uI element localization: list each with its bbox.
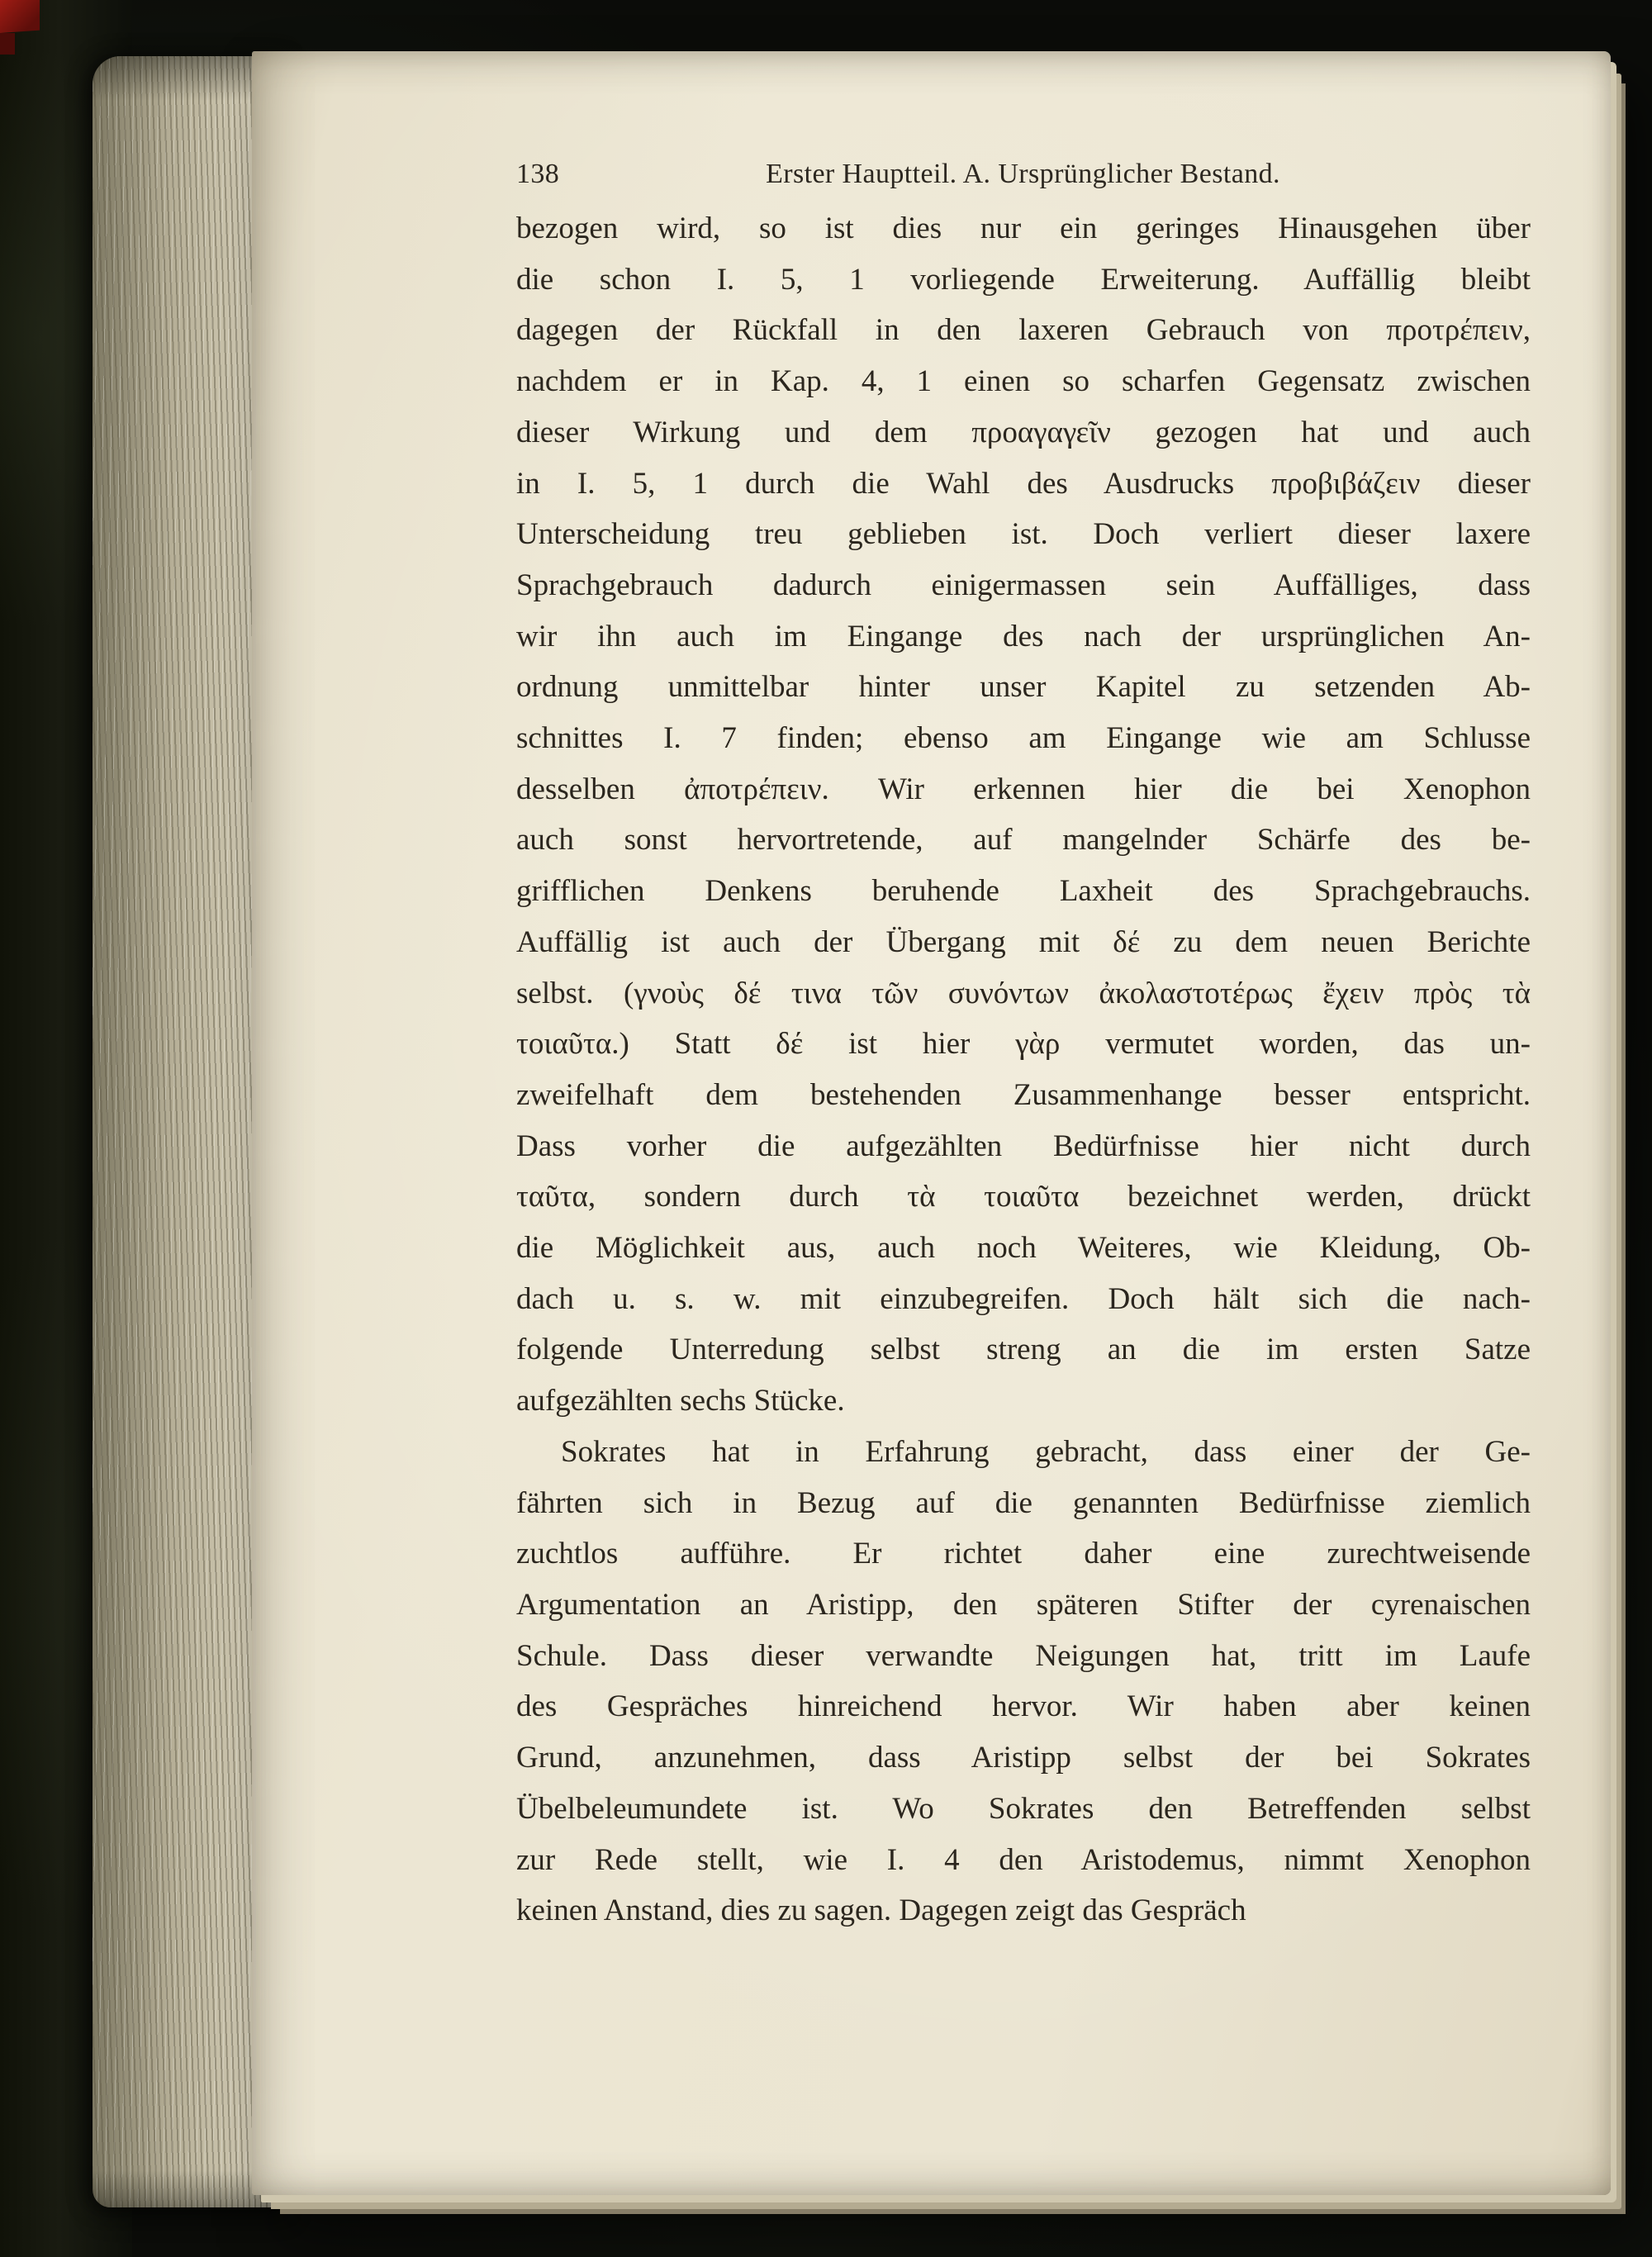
text-line: Unterscheidung treu geblieben ist. Doch verliert dieser laxere — [516, 517, 1531, 552]
text-line: schnittes I. 7 finden; ebenso am Eingange wie am Schlusse — [516, 721, 1531, 756]
text-line: Argumentation an Aristipp, den späteren Stifter der cyrenaischen — [516, 1587, 1531, 1622]
text-line: Grund, anzunehmen, dass Aristipp selbst der bei Sokrates — [516, 1741, 1531, 1775]
running-header: Erster Hauptteil. A. Ursprünglicher Bestand. — [766, 159, 1280, 189]
text-line: zuchtlos aufführe. Er richtet daher eine zurechtweisende — [516, 1537, 1531, 1571]
text-line: ταῦτα, sondern durch τὰ τοιαῦτα bezeichnet werden, drückt — [516, 1180, 1531, 1214]
text-line: die schon I. 5, 1 vorliegende Erweiterung. Auffällig bleibt — [516, 262, 1531, 297]
text-line: zur Rede stellt, wie I. 4 den Aristodemus, nimmt Xenophon — [516, 1842, 1531, 1877]
red-corner-mark — [0, 0, 40, 33]
text-line: ordnung unmittelbar hinter unser Kapitel zu setzenden Ab- — [516, 670, 1531, 705]
text-line: grifflichen Denkens beruhende Laxheit des Sprachgebrauchs. — [516, 874, 1531, 909]
text-line: Dass vorher die aufgezählten Bedürfnisse hier nicht durch — [516, 1128, 1531, 1163]
text-line: desselben ἀποτρέπειν. Wir erkennen hier die bei Xenophon — [516, 772, 1531, 806]
text-line: auch sonst hervortretende, auf mangelnder Schärfe des be- — [516, 823, 1531, 858]
text-line: bezogen wird, so ist dies nur ein geringes Hinausgehen über — [516, 211, 1531, 245]
text-line: Sprachgebrauch dadurch einigermassen sein Auffälliges, dass — [516, 568, 1531, 602]
red-corner-mark-lower — [0, 33, 15, 55]
text-line: Übelbeleumundete ist. Wo Sokrates den Betreffenden selbst — [516, 1791, 1531, 1826]
page-body-text — [516, 203, 1531, 1936]
text-line: dieser Wirkung und dem προαγαγεῖν gezogen hat und auch — [516, 415, 1531, 449]
text-line: wir ihn auch im Eingange des nach der ursprünglichen An- — [516, 619, 1531, 653]
text-line: dach u. s. w. mit einzubegreifen. Doch hält sich die nach- — [516, 1281, 1531, 1316]
text-line: keinen Anstand, dies zu sagen. Dagegen zeigt das Gespräch — [516, 1894, 1246, 1928]
text-line: Sokrates hat in Erfahrung gebracht, dass einer der Ge- — [561, 1434, 1531, 1469]
text-line: τοιαῦτα.) Statt δέ ist hier γὰρ vermutet worden, das un- — [516, 1027, 1531, 1062]
page-header — [516, 159, 1530, 200]
text-line: in I. 5, 1 durch die Wahl des Ausdrucks προβιβάζειν dieser — [516, 466, 1531, 501]
book-page — [252, 51, 1611, 2195]
text-line: Auffällig ist auch der Übergang mit δέ zu dem neuen Berichte — [516, 924, 1531, 959]
text-line: die Möglichkeit aus, auch noch Weiteres, wie Kleidung, Ob- — [516, 1231, 1531, 1266]
text-line: folgende Unterredung selbst streng an die im ersten Satze — [516, 1333, 1531, 1367]
page-number: 138 — [516, 159, 560, 189]
text-line: dagegen der Rückfall in den laxeren Gebrauch von προτρέπειν, — [516, 313, 1531, 348]
text-line: fährten sich in Bezug auf die genannten Bedürfnisse ziemlich — [516, 1485, 1531, 1520]
text-line: Schule. Dass dieser verwandte Neigungen hat, tritt im Laufe — [516, 1638, 1531, 1673]
text-line: nachdem er in Kap. 4, 1 einen so scharfen Gegensatz zwischen — [516, 364, 1531, 399]
text-line: aufgezählten sechs Stücke. — [516, 1384, 845, 1418]
text-line: selbst. (γνοὺς δέ τινα τῶν συνόντων ἀκολαστοτέρως ἔχειν πρὸς τὰ — [516, 976, 1531, 1010]
text-line: des Gespräches hinreichend hervor. Wir haben aber keinen — [516, 1689, 1531, 1724]
text-line: zweifelhaft dem bestehenden Zusammenhange besser entspricht. — [516, 1077, 1531, 1112]
